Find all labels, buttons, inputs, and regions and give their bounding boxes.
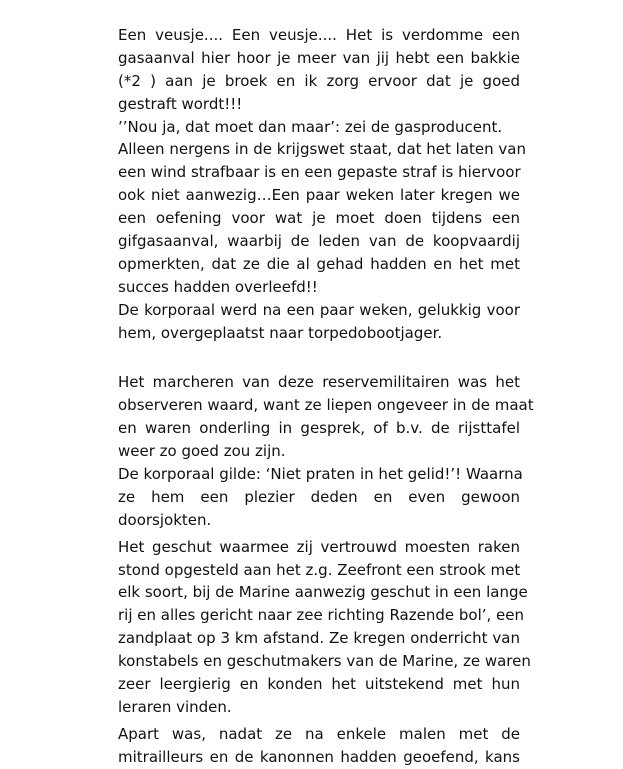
paragraph-marching (118, 371, 534, 463)
paragraph-gas-producer (118, 116, 520, 139)
text-line: opmerkten, dat ze die al gehad hadden en het met (118, 254, 520, 273)
text-line: leraren vinden. (118, 697, 232, 716)
text-line: hem, overgeplaatst naar torpedobootjager. (118, 323, 443, 342)
text-line: en waren onderling in gesprek, of b.v. de rijsttafel (118, 419, 520, 438)
text-line: gifgasaanval, waarbij de leden van de koopvaardij (118, 232, 520, 251)
text-line: Het geschut waarmee zij vertrouwd moesten raken (118, 537, 520, 556)
document-page (118, 24, 534, 769)
text-line: Het marcheren van deze reservemilitairen was het (118, 373, 520, 392)
paragraph-korporaal-transfer (118, 299, 520, 345)
text-line: De korporaal gilde: ‘Niet praten in het gelid!’! Waarna (118, 465, 523, 484)
text-line: observeren waard, want ze liepen ongeveer in de maat (118, 396, 534, 415)
text-line: ook niet aanwezig…Een paar weken later kregen we (118, 186, 520, 205)
text-line: ’’Nou ja, dat moet dan maar’: zei de gasproducent. (118, 117, 503, 136)
paragraph-geschut (118, 536, 531, 719)
paragraph-gas-alarm (118, 24, 520, 116)
text-line: gasaanval hier hoor je meer van jij hebt een bakkie (118, 48, 520, 67)
text-line: konstabels en geschutmakers van de Marine, ze waren (118, 652, 531, 671)
paragraph-apart (118, 723, 520, 769)
paragraph-spacer (118, 344, 520, 371)
text-line: een wind strafbaar is en een gepaste straf is hiervoor (118, 163, 521, 182)
text-line: zandplaat op 3 km afstand. Ze kregen onderricht van (118, 629, 520, 648)
text-line: gestraft wordt!!! (118, 94, 243, 113)
text-line: Apart was, nadat ze na enkele malen met de (118, 724, 520, 743)
text-line: elk soort, bij de Marine aanwezig geschut in een lange (118, 583, 528, 602)
text-line: (*2 ) aan je broek en ik zorg ervoor dat je goed (118, 71, 520, 90)
text-line: succes hadden overleefd!! (118, 277, 318, 296)
text-line: zeer leergierig en konden het uitstekend met hun (118, 675, 520, 694)
paragraph-krijgswet (118, 138, 527, 298)
text-line: mitrailleurs en de kanonnen hadden geoefend, kans (118, 747, 520, 766)
paragraph-korporaal-shouts (118, 463, 523, 532)
text-line: stond opgesteld aan het z.g. Zeefront een strook met (118, 560, 521, 579)
text-line: doorsjokten. (118, 510, 212, 529)
text-line: Een veusje.... Een veusje.... Het is verdomme een (118, 26, 520, 44)
text-line: een oefening voor wat je moet doen tijdens een (118, 209, 520, 228)
text-line: rij en alles gericht naar zee richting Razende bol’, een (118, 606, 525, 625)
text-line: De korporaal werd na een paar weken, gelukkig voor (118, 300, 520, 319)
text-line: Alleen nergens in de krijgswet staat, dat het laten van (118, 140, 527, 159)
text-line: weer zo goed zou zijn. (118, 442, 286, 461)
text-line: ze hem een plezier deden en even gewoon (118, 487, 520, 506)
